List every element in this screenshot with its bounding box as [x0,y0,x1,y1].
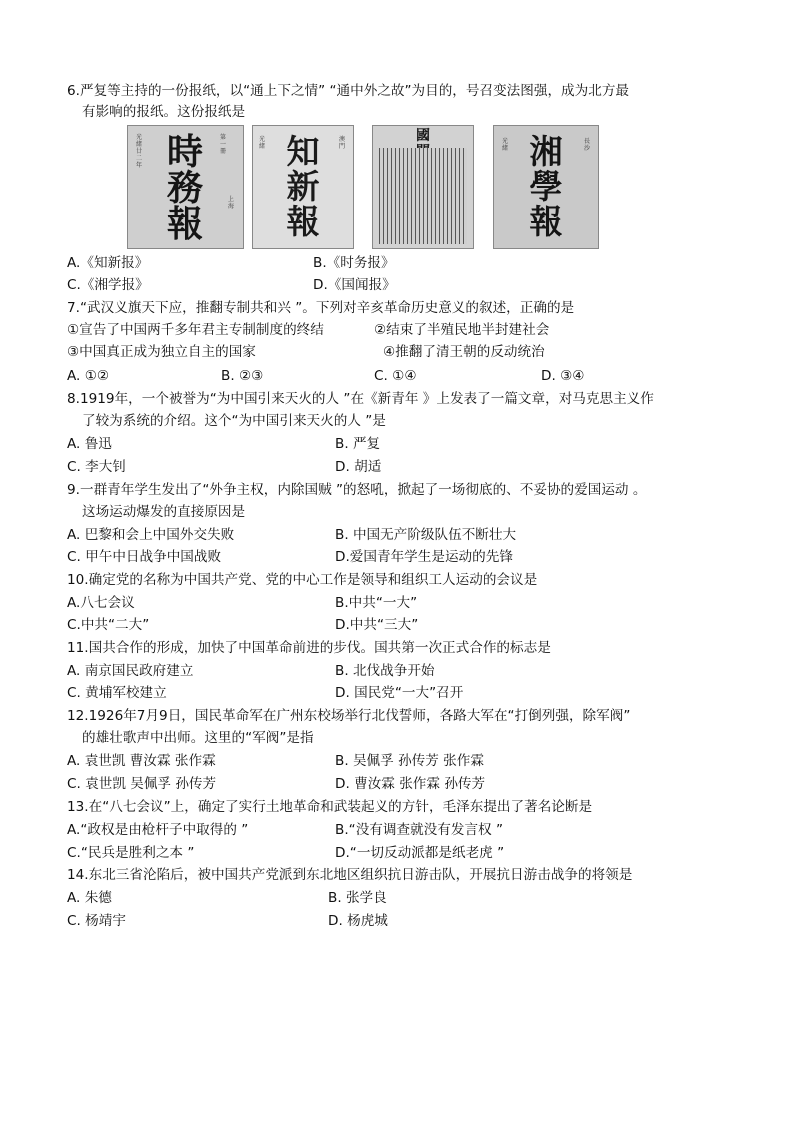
q9-option-d[interactable]: D.爱国青年学生是运动的先锋 [335,549,513,565]
q6-newspaper-images [127,125,599,249]
q7-option-c[interactable]: C. ①④ [374,368,417,384]
q12-stem-line1: 12.1926年7月9日，国民革命军在广州东校场举行北伐誓师，各路大军在“打倒列强，除军阀” [67,708,631,724]
newspaper-image-xiangxuebao: 湘 學 報 光 緒 長 沙 [493,125,599,249]
q10-option-c[interactable]: C.中共“二大” [67,617,150,633]
q7-item-2: ②结束了半殖民地半封建社会 [374,322,550,338]
q7-option-b[interactable]: B. ②③ [221,368,264,384]
q8-option-d[interactable]: D. 胡适 [335,459,382,475]
q11-stem: 11.国共合作的形成，加快了中国革命前进的步伐。国共第一次正式合作的标志是 [67,640,551,656]
q10-option-d[interactable]: D.中共“三大” [335,617,419,633]
q13-option-d[interactable]: D.“一切反动派都是纸老虎 ” [335,845,505,861]
q13-option-b[interactable]: B.“没有调查就没有发言权 ” [335,822,503,838]
q10-stem: 10.确定党的名称为中国共产党、党的中心工作是领导和组织工人运动的会议是 [67,572,538,588]
newspaper-title-guowenbao: 國 [416,128,430,144]
newspaper-image-guowenbao [372,125,474,249]
q14-option-b[interactable]: B. 张学良 [328,890,387,906]
q12-option-b[interactable]: B. 吴佩孚 孙传芳 张作霖 [335,753,484,769]
q9-stem-line2: 这场运动爆发的直接原因是 [82,504,246,520]
q12-option-a[interactable]: A. 袁世凯 曹汝霖 张作霖 [67,753,216,769]
q7-stem: 7.“武汉义旗天下应，推翻专制共和兴 ”。下列对辛亥革命历史意义的叙述，正确的是 [67,300,575,316]
q9-option-c[interactable]: C. 甲午中日战争中国战败 [67,549,222,565]
q8-option-c[interactable]: C. 李大钊 [67,459,126,475]
q6-option-d[interactable]: D.《国闻报》 [313,277,396,293]
q12-option-d[interactable]: D. 曹汝霖 张作霖 孙传芳 [335,776,486,792]
q14-stem: 14.东北三省沦陷后，被中国共产党派到东北地区组织抗日游击队，开展抗日游击战争的将领是 [67,867,633,883]
q14-option-c[interactable]: C. 杨靖宇 [67,913,126,929]
q8-option-a[interactable]: A. 鲁迅 [67,436,112,452]
q7-option-d[interactable]: D. ③④ [541,368,585,384]
q10-option-a[interactable]: A.八七会议 [67,595,135,611]
q6-option-b[interactable]: B.《时务报》 [313,255,395,271]
newspaper-title-xiangxuebao: 湘 學 報 [529,132,563,241]
q7-option-a[interactable]: A. ①② [67,368,110,384]
newspaper-title-zhixinbao: 知 新 報 [286,132,320,241]
q6-stem-line1: 6.严复等主持的一份报纸，以“通上下之情” “通中外之故”为目的，号召变法图强，成为北方最 [67,83,630,99]
q9-option-a[interactable]: A. 巴黎和会上中国外交失败 [67,527,235,543]
q8-stem-line1: 8.1919年，一个被誉为“为中国引来天火的人 ”在《新青年 》上发表了一篇文章，对马克思主义作 [67,391,654,407]
q13-option-a[interactable]: A.“政权是由枪杆子中取得的 ” [67,822,249,838]
q12-stem-line2: 的雄壮歌声中出师。这里的“军阀”是指 [82,730,314,746]
q13-option-c[interactable]: C.“民兵是胜利之本 ” [67,845,195,861]
q10-option-b[interactable]: B.中共“一大” [335,595,418,611]
q9-stem-line1: 9.一群青年学生发出了“外争主权，内除国贼 ”的怒吼，掀起了一场彻底的、不妥协的爱国运动 。 [67,482,647,498]
q14-option-a[interactable]: A. 朱德 [67,890,112,906]
newspaper-image-shiwubao: 光 緒 廿 二 年 第 一 冊 時 務 報 上 海 [127,125,244,249]
q7-item-3: ③中国真正成为独立自主的国家 [67,344,256,360]
q12-option-c[interactable]: C. 袁世凯 吴佩孚 孙传芳 [67,776,217,792]
q13-stem: 13.在“八七会议”上，确定了实行土地革命和武装起义的方针，毛泽东提出了著名论断是 [67,799,593,815]
q7-item-1: ①宣告了中国两千多年君主专制制度的终结 [67,322,324,338]
q6-option-a[interactable]: A.《知新报》 [67,255,149,271]
newspaper-image-zhixinbao: 知 新 報 光 緒 澳 門 [252,125,354,249]
q11-option-d[interactable]: D. 国民党“一大”召开 [335,685,464,701]
q9-option-b[interactable]: B. 中国无产阶级队伍不断壮大 [335,527,517,543]
q14-option-d[interactable]: D. 杨虎城 [328,913,388,929]
q7-item-4: ④推翻了清王朝的反动统治 [383,344,545,360]
q6-stem-line2: 有影响的报纸。这份报纸是 [82,104,246,120]
newspaper-title-shiwubao: 時 務 報 [166,131,203,245]
q11-option-b[interactable]: B. 北伐战争开始 [335,663,435,679]
newspaper-text-columns [379,148,467,244]
q8-stem-line2: 了较为系统的介绍。这个“为中国引来天火的人 ”是 [82,413,386,429]
q11-option-a[interactable]: A. 南京国民政府建立 [67,663,194,679]
q6-option-c[interactable]: C.《湘学报》 [67,277,149,293]
q8-option-b[interactable]: B. 严复 [335,436,381,452]
q11-option-c[interactable]: C. 黄埔军校建立 [67,685,167,701]
